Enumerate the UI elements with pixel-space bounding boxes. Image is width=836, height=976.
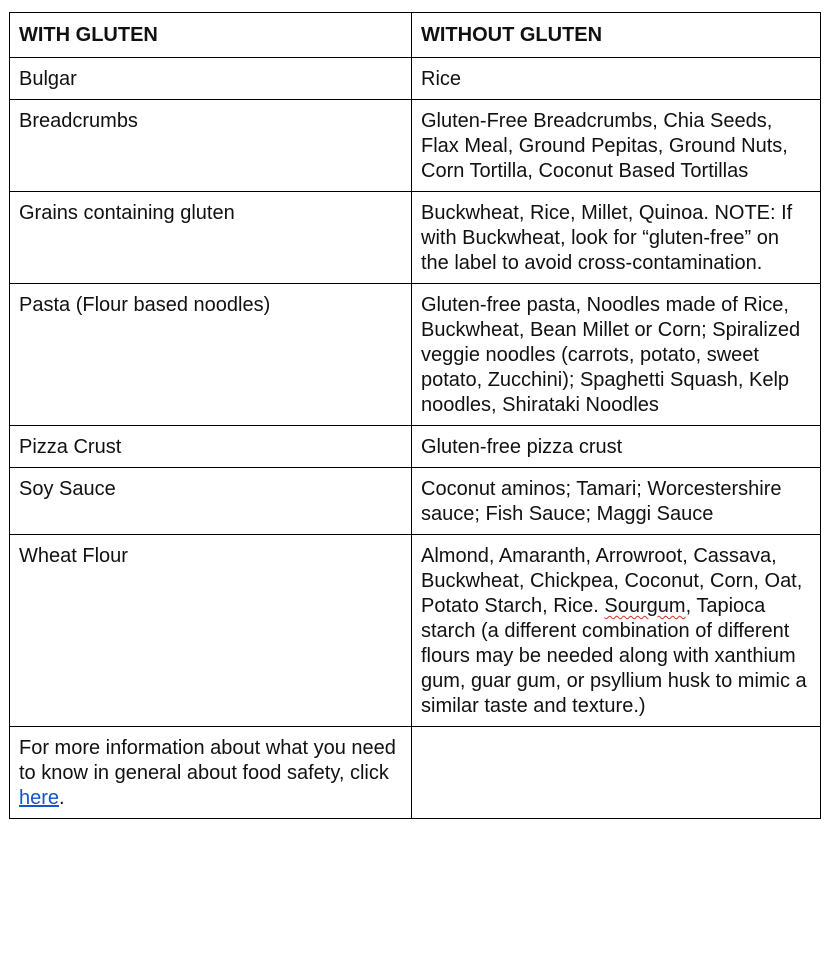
table-row (10, 468, 821, 535)
cell-without-gluten: Gluten-free pasta, Noodles made of Rice, Buckwheat, Bean Millet or Corn; Spiralized veggie noodles (carrots, potato, sweet potato, Zucchini); Spaghetti Squash, Kelp noodles, Shirataki Noodles (412, 284, 821, 426)
table-row (10, 100, 821, 192)
table-row (10, 426, 821, 468)
footer-info-cell (10, 727, 412, 819)
table-header-row (10, 13, 821, 58)
footer-text: For more information about what you need to know in general about food safety, click (19, 737, 396, 784)
cell-without-gluten: Buckwheat, Rice, Millet, Quinoa. NOTE: If with Buckwheat, look for “gluten-free” on the label to avoid cross-contamination. (412, 192, 821, 284)
empty-cell (412, 727, 821, 819)
table-row (10, 58, 821, 100)
table-row (10, 192, 821, 284)
cell-with-gluten: Breadcrumbs (10, 100, 412, 192)
spellcheck-misspelled-word[interactable]: Sourgum (604, 595, 686, 617)
cell-without-gluten: Gluten-Free Breadcrumbs, Chia Seeds, Flax Meal, Ground Pepitas, Ground Nuts, Corn Tortilla, Coconut Based Tortillas (412, 100, 821, 192)
header-with-gluten: WITH GLUTEN (10, 13, 412, 58)
cell-with-gluten: Bulgar (10, 58, 412, 100)
cell-with-gluten: Wheat Flour (10, 535, 412, 727)
header-without-gluten: WITHOUT GLUTEN (412, 13, 821, 58)
cell-with-gluten: Soy Sauce (10, 468, 412, 535)
cell-without-gluten (412, 535, 821, 727)
gluten-substitution-table (9, 12, 821, 819)
table-row (10, 535, 821, 727)
cell-text-part: Almond, Amaranth, Arrowroot, Cassava, Buckwheat, Chickpea, Coconut, Corn, Oat, Potato Starch, Rice. (421, 545, 803, 617)
cell-with-gluten: Grains containing gluten (10, 192, 412, 284)
footer-suffix: . (59, 787, 65, 809)
table-row (10, 284, 821, 426)
cell-text-part: , Tapioca starch (a different combination of different flours may be needed along with xanthium gum, guar gum, or psyllium husk to mimic a similar taste and texture.) (421, 595, 807, 717)
cell-without-gluten: Coconut aminos; Tamari; Worcestershire sauce; Fish Sauce; Maggi Sauce (412, 468, 821, 535)
cell-with-gluten: Pizza Crust (10, 426, 412, 468)
table-footer-row (10, 727, 821, 819)
cell-without-gluten: Rice (412, 58, 821, 100)
here-link[interactable]: here (19, 787, 60, 809)
cell-without-gluten: Gluten-free pizza crust (412, 426, 821, 468)
cell-with-gluten: Pasta (Flour based noodles) (10, 284, 412, 426)
